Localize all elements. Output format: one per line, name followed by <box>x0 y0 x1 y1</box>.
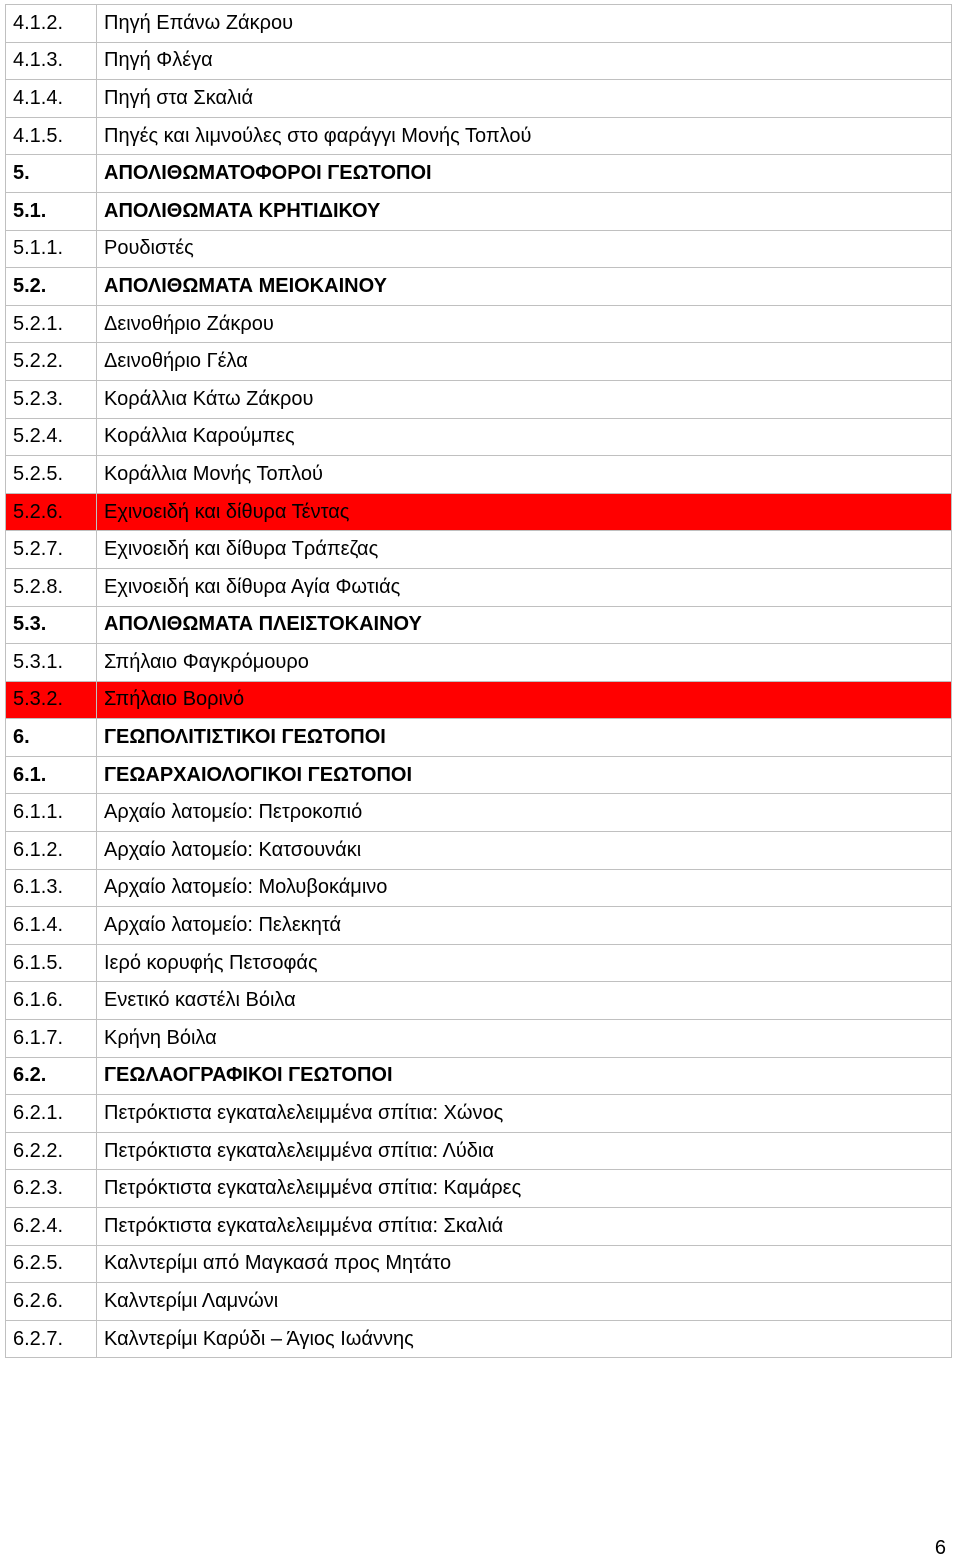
toc-section-number: 6.2.1. <box>6 1095 97 1133</box>
toc-section-title: ΑΠΟΛΙΘΩΜΑΤΟΦΟΡΟΙ ΓΕΩΤΟΠΟΙ <box>97 155 952 193</box>
toc-section-title: Εχινοειδή και δίθυρα Τράπεζας <box>97 531 952 569</box>
toc-section-number: 5.2.8. <box>6 568 97 606</box>
toc-row <box>6 380 952 418</box>
toc-section-title: Καλντερίμι Καρύδι – Άγιος Ιωάννης <box>97 1320 952 1358</box>
toc-section-title: Εχινοειδή και δίθυρα Τέντας <box>97 493 952 531</box>
toc-section-number: 5.2.4. <box>6 418 97 456</box>
toc-section-title: Πετρόκτιστα εγκαταλελειμμένα σπίτια: Καμάρες <box>97 1170 952 1208</box>
toc-section-number: 5.2.3. <box>6 380 97 418</box>
toc-section-number: 6.1.1. <box>6 794 97 832</box>
toc-section-title: ΑΠΟΛΙΘΩΜΑΤΑ ΠΛΕΙΣΤΟΚΑΙΝΟΥ <box>97 606 952 644</box>
toc-row <box>6 117 952 155</box>
toc-row <box>6 1095 952 1133</box>
toc-row <box>6 343 952 381</box>
toc-section-number: 5.1. <box>6 192 97 230</box>
toc-section-title: Αρχαίο λατομείο: Πετροκοπιό <box>97 794 952 832</box>
toc-section-number: 5.2.6. <box>6 493 97 531</box>
toc-row <box>6 1132 952 1170</box>
toc-row <box>6 80 952 118</box>
toc-row <box>6 230 952 268</box>
toc-row <box>6 192 952 230</box>
toc-section-number: 4.1.4. <box>6 80 97 118</box>
toc-section-number: 6. <box>6 719 97 757</box>
toc-section-title: Δεινοθήριο Ζάκρου <box>97 305 952 343</box>
toc-section-number: 6.2.4. <box>6 1208 97 1246</box>
toc-section-number: 6.1.3. <box>6 869 97 907</box>
toc-row <box>6 719 952 757</box>
toc-row <box>6 794 952 832</box>
toc-row <box>6 155 952 193</box>
toc-row <box>6 606 952 644</box>
toc-row <box>6 5 952 43</box>
toc-section-title: Αρχαίο λατομείο: Κατσουνάκι <box>97 832 952 870</box>
toc-section-number: 6.2.5. <box>6 1245 97 1283</box>
toc-section-title: Ενετικό καστέλι Βόιλα <box>97 982 952 1020</box>
toc-row <box>6 1020 952 1058</box>
toc-section-number: 5.3.2. <box>6 681 97 719</box>
page-number: 6 <box>934 1537 946 1559</box>
toc-row <box>6 268 952 306</box>
toc-section-title: Πετρόκτιστα εγκαταλελειμμένα σπίτια: Σκαλιά <box>97 1208 952 1246</box>
toc-row <box>6 1208 952 1246</box>
toc-section-title: Αρχαίο λατομείο: Πελεκητά <box>97 907 952 945</box>
toc-row <box>6 1283 952 1321</box>
toc-section-number: 5. <box>6 155 97 193</box>
toc-section-title: Δεινοθήριο Γέλα <box>97 343 952 381</box>
toc-section-number: 4.1.5. <box>6 117 97 155</box>
toc-section-number: 6.2.7. <box>6 1320 97 1358</box>
toc-section-title: Εχινοειδή και δίθυρα Αγία Φωτιάς <box>97 568 952 606</box>
toc-section-number: 6.1.5. <box>6 944 97 982</box>
toc-row <box>6 568 952 606</box>
toc-section-title: Σπήλαιο Φαγκρόμουρο <box>97 644 952 682</box>
toc-section-number: 5.2.2. <box>6 343 97 381</box>
toc-section-number: 4.1.2. <box>6 5 97 43</box>
toc-section-title: Καλντερίμι από Μαγκασά προς Μητάτο <box>97 1245 952 1283</box>
toc-section-number: 6.1.2. <box>6 832 97 870</box>
toc-row <box>6 456 952 494</box>
toc-row <box>6 869 952 907</box>
toc-section-title: Κοράλλια Κάτω Ζάκρου <box>97 380 952 418</box>
table-of-contents <box>5 4 952 1358</box>
toc-section-number: 6.2.2. <box>6 1132 97 1170</box>
toc-section-title: ΑΠΟΛΙΘΩΜΑΤΑ ΚΡΗΤΙΔΙΚΟΥ <box>97 192 952 230</box>
toc-row <box>6 42 952 80</box>
toc-section-number: 5.3.1. <box>6 644 97 682</box>
toc-section-title: Πετρόκτιστα εγκαταλελειμμένα σπίτια: Λύδια <box>97 1132 952 1170</box>
toc-row <box>6 944 952 982</box>
toc-section-title: Κρήνη Βόιλα <box>97 1020 952 1058</box>
toc-section-number: 6.1. <box>6 756 97 794</box>
toc-section-title: Ιερό κορυφής Πετσοφάς <box>97 944 952 982</box>
toc-section-title: ΓΕΩΛΑΟΓΡΑΦΙΚΟΙ ΓΕΩΤΟΠΟΙ <box>97 1057 952 1095</box>
toc-section-number: 5.2.1. <box>6 305 97 343</box>
toc-section-number: 5.1.1. <box>6 230 97 268</box>
toc-section-number: 6.2.3. <box>6 1170 97 1208</box>
toc-section-title: Ρουδιστές <box>97 230 952 268</box>
toc-section-number: 6.2.6. <box>6 1283 97 1321</box>
toc-section-number: 5.2.7. <box>6 531 97 569</box>
toc-row <box>6 907 952 945</box>
toc-row <box>6 681 952 719</box>
toc-row <box>6 493 952 531</box>
toc-row <box>6 1057 952 1095</box>
toc-row <box>6 531 952 569</box>
toc-section-title: Πετρόκτιστα εγκαταλελειμμένα σπίτια: Χώνος <box>97 1095 952 1133</box>
toc-section-title: Αρχαίο λατομείο: Μολυβοκάμινο <box>97 869 952 907</box>
toc-row <box>6 756 952 794</box>
toc-row <box>6 305 952 343</box>
toc-body <box>6 5 952 1358</box>
toc-row <box>6 1245 952 1283</box>
toc-row <box>6 418 952 456</box>
toc-row <box>6 1170 952 1208</box>
toc-section-number: 6.1.6. <box>6 982 97 1020</box>
toc-section-number: 6.1.7. <box>6 1020 97 1058</box>
toc-section-number: 4.1.3. <box>6 42 97 80</box>
toc-row <box>6 1320 952 1358</box>
toc-section-number: 5.2. <box>6 268 97 306</box>
toc-section-title: ΓΕΩΑΡΧΑΙΟΛΟΓΙΚΟΙ ΓΕΩΤΟΠΟΙ <box>97 756 952 794</box>
toc-section-title: ΓΕΩΠΟΛΙΤΙΣΤΙΚΟΙ ΓΕΩΤΟΠΟΙ <box>97 719 952 757</box>
toc-section-number: 5.2.5. <box>6 456 97 494</box>
toc-row <box>6 982 952 1020</box>
toc-section-title: Κοράλλια Καρούμπες <box>97 418 952 456</box>
toc-section-title: Σπήλαιο Βορινό <box>97 681 952 719</box>
toc-section-number: 6.1.4. <box>6 907 97 945</box>
toc-section-title: Κοράλλια Μονής Τοπλού <box>97 456 952 494</box>
toc-section-number: 5.3. <box>6 606 97 644</box>
toc-row <box>6 832 952 870</box>
toc-section-title: ΑΠΟΛΙΘΩΜΑΤΑ ΜΕΙΟΚΑΙΝΟΥ <box>97 268 952 306</box>
toc-section-title: Πηγή στα Σκαλιά <box>97 80 952 118</box>
toc-row <box>6 644 952 682</box>
toc-section-title: Πηγές και λιμνούλες στο φαράγγι Μονής Τοπλού <box>97 117 952 155</box>
toc-section-title: Καλντερίμι Λαμνώνι <box>97 1283 952 1321</box>
toc-section-title: Πηγή Φλέγα <box>97 42 952 80</box>
toc-section-number: 6.2. <box>6 1057 97 1095</box>
toc-section-title: Πηγή Επάνω Ζάκρου <box>97 5 952 43</box>
